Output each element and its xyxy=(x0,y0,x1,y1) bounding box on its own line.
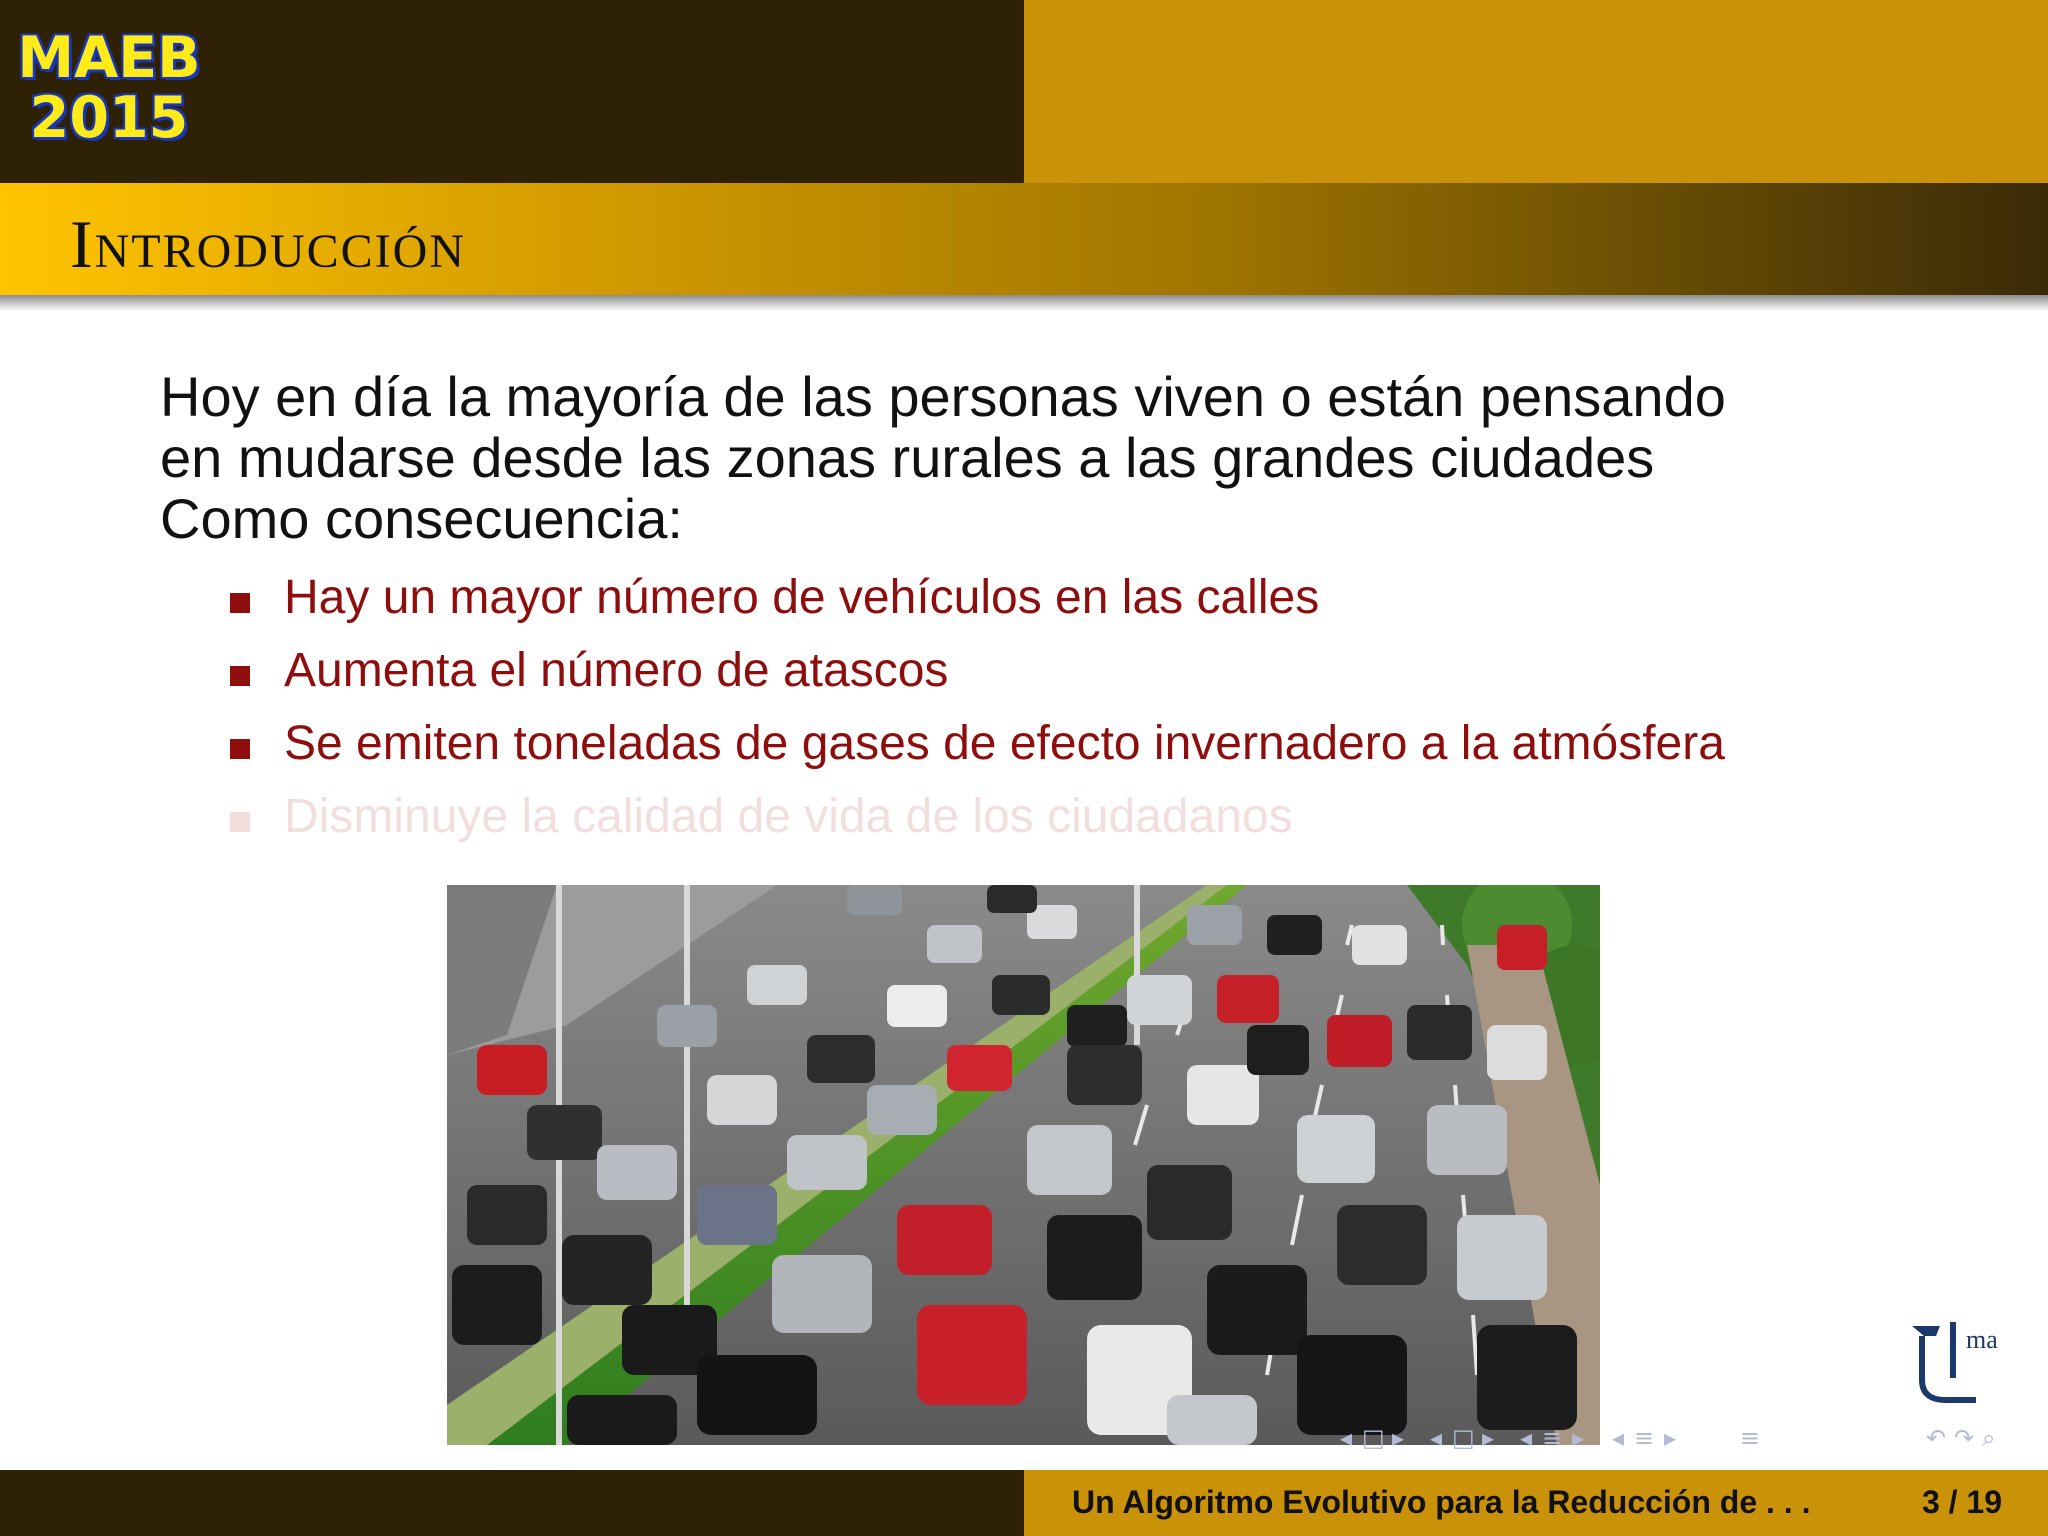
intro-line-2: en mudarse desde las zonas rurales a las grandes ciudades xyxy=(160,426,1655,489)
footer-presentation-title: Un Algoritmo Evolutivo para la Reducción de . . . xyxy=(1072,1484,1811,1520)
logo-line-2: 2015 xyxy=(29,85,189,151)
frame-title: Introducción xyxy=(70,206,466,282)
bullet-text: Disminuye la calidad de vida de los ciudadanos xyxy=(284,790,1293,843)
intro-line-1: Hoy en día la mayoría de las personas viven o están pensando xyxy=(160,365,1726,428)
nav-section-right-icon[interactable]: ▸ xyxy=(1572,1424,1585,1452)
nav-frame-left-icon[interactable]: ◂ xyxy=(1340,1424,1353,1452)
nav-frame-right-icon[interactable]: ▸ xyxy=(1392,1424,1405,1452)
traffic-jam-photo xyxy=(447,885,1600,1445)
nav-subsection-right-icon[interactable]: ▸ xyxy=(1482,1424,1495,1452)
header-bar xyxy=(0,0,2048,183)
bullet-square-icon xyxy=(230,593,250,613)
intro-paragraph xyxy=(160,366,1990,549)
nav-subsection-icon[interactable]: □ xyxy=(1452,1424,1475,1452)
nav-subsubsection-right-icon[interactable]: ▸ xyxy=(1664,1424,1677,1452)
nav-section-left-icon[interactable]: ◂ xyxy=(1520,1424,1533,1452)
bullet-text: Aumenta el número de atascos xyxy=(284,644,949,697)
bullet-square-icon xyxy=(230,666,250,686)
uma-logo-text: ma xyxy=(1966,1325,1998,1354)
bullet-text: Se emiten toneladas de gases de efecto invernadero a la atmósfera xyxy=(284,717,1725,770)
bullet-item xyxy=(226,566,2006,639)
header-left-panel xyxy=(0,0,1024,183)
nav-subsubsection-left-icon[interactable]: ◂ xyxy=(1612,1424,1625,1452)
bullet-square-icon xyxy=(230,739,250,759)
conference-logo xyxy=(14,25,204,151)
nav-subsection-left-icon[interactable]: ◂ xyxy=(1430,1424,1443,1452)
bullet-text: Hay un mayor número de vehículos en las calles xyxy=(284,571,1320,624)
footer-page-number: 3 / 19 xyxy=(1921,1484,2002,1520)
bullet-square-icon xyxy=(230,812,250,832)
logo-line-1: MAEB xyxy=(17,25,201,91)
bullet-item xyxy=(226,639,2006,712)
bullet-item-faded xyxy=(226,785,2006,858)
nav-search-icon[interactable]: ⌕ xyxy=(1982,1424,1996,1452)
bullet-list xyxy=(226,566,2006,858)
beamer-navigation-bar xyxy=(1340,1424,2040,1456)
intro-line-3: Como consecuencia: xyxy=(160,487,683,550)
uma-university-logo xyxy=(1906,1318,2036,1408)
nav-back-icon[interactable]: ↶ xyxy=(1926,1424,1947,1452)
nav-document-icon[interactable]: ≡ xyxy=(1740,1424,1761,1452)
footer-left-panel xyxy=(0,1470,1024,1536)
footer-bar xyxy=(0,1470,2048,1536)
nav-section-icon[interactable]: ≡ xyxy=(1542,1424,1563,1452)
nav-back-forward-icon[interactable]: ↷ xyxy=(1954,1424,1975,1452)
nav-subsubsection-icon[interactable]: ≡ xyxy=(1634,1424,1655,1452)
nav-frame-icon[interactable]: □ xyxy=(1362,1424,1385,1452)
bullet-item xyxy=(226,712,2006,785)
header-right-panel xyxy=(1024,0,2048,183)
frame-title-shadow xyxy=(0,295,2048,311)
